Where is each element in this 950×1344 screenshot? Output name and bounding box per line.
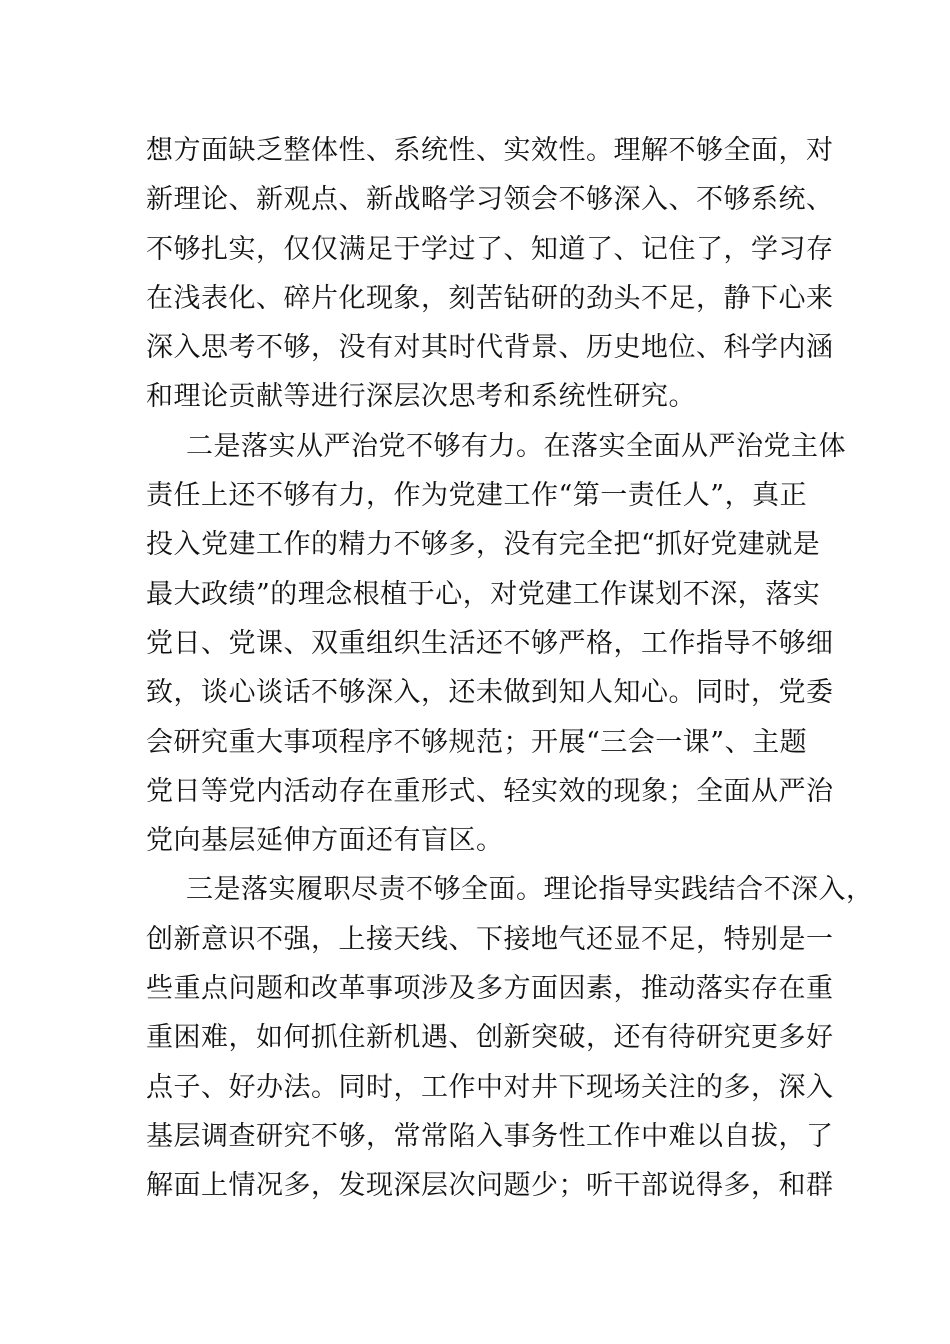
text-line: 致，谈心谈话不够深入，还未做到知人知心。同时，党委 (146, 677, 834, 709)
text-line: 点子、好办法。同时，工作中对井下现场关注的多，深入 (146, 1071, 834, 1103)
text-line: 新理论、新观点、新战略学习领会不够深入、不够系统、 (146, 184, 834, 216)
text-line: 想方面缺乏整体性、系统性、实效性。理解不够全面，对 (146, 135, 834, 166)
text-line: 些重点问题和改革事项涉及多方面因素，推动落实存在重 (146, 973, 834, 1005)
text-line: 党日等党内活动存在重形式、轻实效的现象；全面从严治 (146, 775, 834, 807)
text-line: 创新意识不强，上接天线、下接地气还显不足，特别是一 (146, 923, 834, 955)
paragraph-party-governance (146, 422, 846, 866)
text-line: 不够扎实，仅仅满足于学过了、知道了、记住了，学习存 (146, 233, 834, 265)
text-line: 在浅表化、碎片化现象，刻苦钻研的劲头不足，静下心来 (146, 282, 834, 314)
text-line-first: 三是落实履职尽责不够全面。理论指导实践结合不深入， (186, 874, 874, 906)
text-line: 和理论贡献等进行深层次思考和系统性研究。 (146, 381, 696, 413)
text-line: 基层调查研究不够，常常陷入事务性工作中难以自拔，了 (146, 1120, 834, 1152)
text-line-first: 二是落实从严治党不够有力。在落实全面从严治党主体 (186, 430, 846, 462)
text-line: 深入思考不够，没有对其时代背景、历史地位、科学内涵 (146, 332, 834, 364)
text-line: 重困难，如何抓住新机遇、创新突破，还有待研究更多好 (146, 1022, 834, 1054)
text-line: 投入党建工作的精力不够多，没有完全把“抓好党建就是 (146, 529, 821, 561)
text-line: 最大政绩”的理念根植于心，对党建工作谋划不深，落实 (146, 578, 821, 610)
paragraph-theory-study (146, 126, 836, 422)
text-line: 解面上情况多，发现深层次问题少；听干部说得多，和群 (146, 1170, 834, 1202)
text-line: 党日、党课、双重组织生活还不够严格，工作指导不够细 (146, 627, 834, 659)
text-line: 党向基层延伸方面还有盲区。 (146, 825, 504, 857)
text-line: 会研究重大事项程序不够规范；开展“三会一课”、主题 (146, 726, 808, 758)
document-body (146, 126, 874, 1211)
paragraph-duty-performance (146, 865, 874, 1210)
text-line: 责任上还不够有力，作为党建工作“第一责任人”，真正 (146, 480, 808, 512)
